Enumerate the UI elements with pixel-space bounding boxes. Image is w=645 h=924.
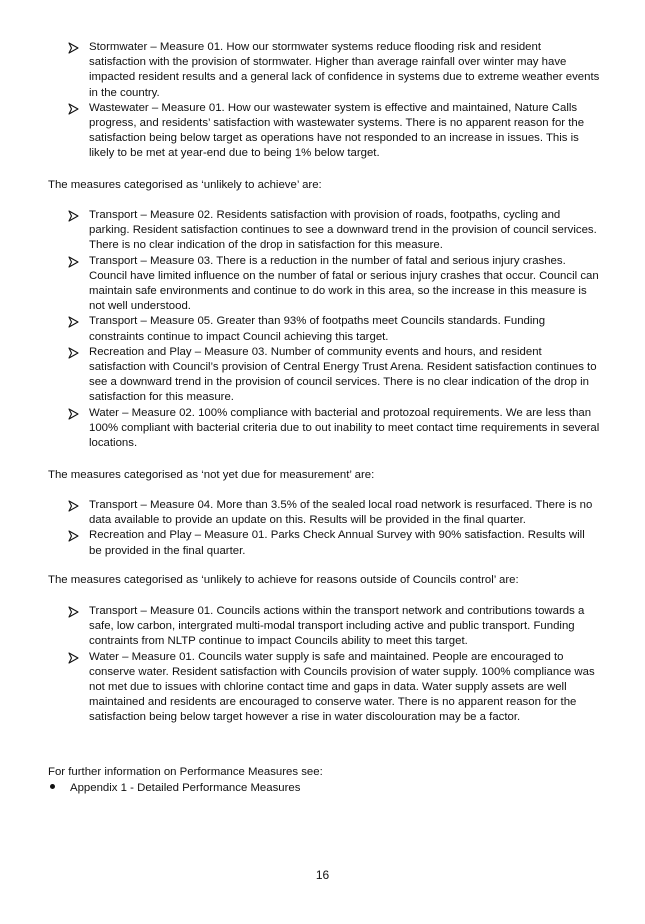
- list-item-text: Wastewater – Measure 01. How our wastewater system is effective and maintained, Nature Calls progress, and residents’ satisfaction with wastewater systems. There is no apparent reason for the satisfaction being below target as operations have not responded to an increase in issues. This is likely to be met at year-end due to being 1% below target.: [89, 101, 585, 160]
- list-item-text: Water – Measure 01. Councils water supply is safe and maintained. People are encouraged to conserve water. Resident satisfaction with Councils provision of water supply. 100% compliance was not met due to issues with chlorine contact time and gaps in data. Water supply assets are well maintained and residents are encouraged to conserve water. There is no apparent reason for the satisfaction being below target however a rise in water discolouration may be a factor.: [89, 650, 595, 724]
- list-item-text: Transport – Measure 05. Greater than 93% of footpaths meet Councils standards. Funding constraints continue to impact Council achieving this target.: [89, 315, 546, 343]
- arrowhead-bullet-icon: [68, 530, 80, 542]
- arrowhead-bullet-icon: [68, 210, 80, 222]
- arrowhead-bullet-icon: [68, 500, 80, 512]
- list-item: [68, 254, 600, 315]
- list-item: [68, 604, 600, 650]
- dot-bullet-icon: [50, 784, 55, 789]
- list-item: [68, 208, 600, 254]
- list-item: [68, 650, 600, 726]
- arrowhead-bullet-icon: [68, 256, 80, 268]
- list-item: [68, 345, 600, 406]
- list-item-text: Transport – Measure 01. Councils actions within the transport network and contributions towards a safe, low carbon, intergrated multi-modal transport including active and public transport. Funding contraints from NLTP continue to impact Councils ability to meet this target.: [89, 605, 585, 648]
- heading-unlikely-to-achieve: The measures categorised as ‘unlikely to achieve’ are:: [48, 179, 322, 191]
- arrowhead-bullet-icon: [68, 316, 80, 328]
- heading-not-yet-due: The measures categorised as ‘not yet due for measurement’ are:: [48, 469, 375, 481]
- list-item-text: Transport – Measure 03. There is a reduction in the number of fatal and serious injury crashes. Council have limited influence on the number of fatal or serious injury crashes that occur. Council can maintain safe environments and continue to do work in this area, so the increase in this measure is not well understood.: [89, 254, 599, 313]
- list-item-text: Stormwater – Measure 01. How our stormwater systems reduce flooding risk and resident satisfaction with the provision of stormwater. Higher than average rainfall over winter may have impacted resident results and a general lack of confidence in systems due to extreme weather events in the country.: [89, 41, 600, 99]
- list-item: [68, 406, 600, 452]
- list-item: [68, 528, 600, 558]
- list-item-text: Recreation and Play – Measure 01. Parks Check Annual Survey with 90% satisfaction. Results will be provided in the final quarter.: [89, 529, 585, 557]
- arrowhead-bullet-icon: [68, 347, 80, 359]
- arrowhead-bullet-icon: [68, 652, 80, 664]
- appendix-list-item: [48, 781, 300, 796]
- list-item-text: Water – Measure 02. 100% compliance with bacterial and protozoal requirements. We are less than 100% compliant with bacterial criteria due to out inability to meet contact time requirements in several locations.: [89, 406, 600, 450]
- list-item: [68, 314, 600, 344]
- list-item-text: Transport – Measure 04. More than 3.5% of the sealed local road network is resurfaced. There is no data available to provide an update on this. Results will be provided in the final quarter.: [89, 499, 593, 527]
- list-item-text: Transport – Measure 02. Residents satisfaction with provision of roads, footpaths, cycling and parking. Resident satisfaction continues to see a downward trend in the provision of council services. There is no clear indication of the drop in satisfaction for this measure.: [89, 209, 597, 252]
- list-item: [68, 498, 600, 528]
- outside-council-control-list: [68, 604, 600, 726]
- stormwater-wastewater-list: [68, 40, 600, 162]
- not-yet-due-list: [68, 498, 600, 559]
- heading-outside-council-control: The measures categorised as ‘unlikely to achieve for reasons outside of Councils control’ are:: [48, 574, 519, 586]
- unlikely-to-achieve-list: [68, 208, 600, 451]
- arrowhead-bullet-icon: [68, 42, 80, 54]
- arrowhead-bullet-icon: [68, 103, 80, 115]
- page-number: 16: [315, 868, 330, 882]
- appendix-link-text: Appendix 1 - Detailed Performance Measures: [70, 782, 301, 794]
- arrowhead-bullet-icon: [68, 408, 80, 420]
- arrowhead-bullet-icon: [68, 606, 80, 618]
- list-item: [68, 40, 600, 101]
- further-info-text: For further information on Performance Measures see:: [48, 766, 323, 778]
- list-item-text: Recreation and Play – Measure 03. Number of community events and hours, and resident satisfaction with Council’s provision of Central Energy Trust Arena. Resident satisfaction continues to see a downward trend in the provision of council services. There is no clear indication of the drop in satisfaction for this measure.: [89, 345, 597, 404]
- list-item: [68, 101, 600, 162]
